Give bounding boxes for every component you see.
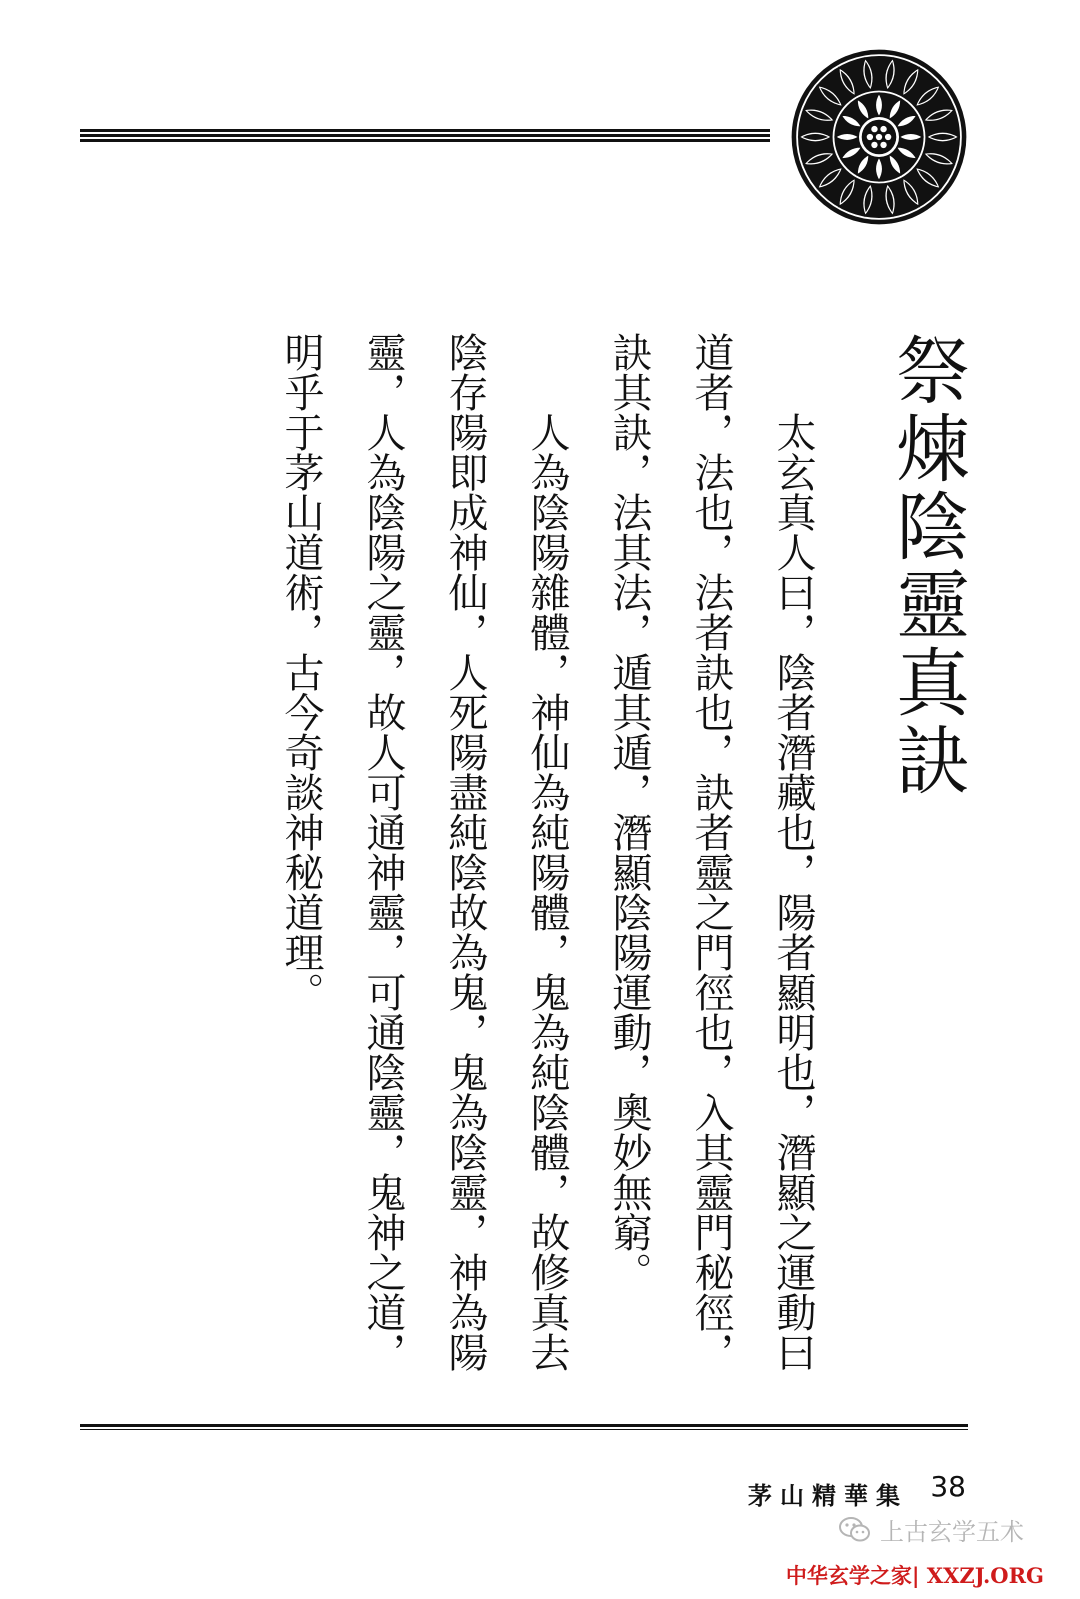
paragraph-1: 太玄真人曰，陰者潛藏也，陽者顯明也，潛顯之運動曰道者，法也，法者訣也，訣者靈之門徑也，入其靈門秘徑，訣其訣，法其法，遁其遁，潛顯陰陽運動，奧妙無窮。 xyxy=(606,332,816,1372)
rosette-petal xyxy=(932,135,954,140)
article-body xyxy=(260,332,972,1392)
page-number: 38 xyxy=(930,1470,966,1503)
rosette-seed xyxy=(871,126,877,132)
rosette-seed xyxy=(885,134,891,140)
rosette-petal xyxy=(835,133,859,140)
rosette-seed xyxy=(880,142,886,148)
rosette-seed xyxy=(867,134,873,140)
rosette-seed xyxy=(880,126,886,132)
paragraph-2: 人為陰陽雜體，神仙為純陽體，鬼為純陰體，故修真去陰存陽即成神仙，人死陽盡純陰故為鬼，鬼為陰靈，神為陽靈，人為陰陽之靈，故人可通神靈，可通陰靈，鬼神之道，明乎于茅山道術，古今奇談神秘道理。 xyxy=(278,332,570,1372)
rosette-seed xyxy=(876,134,882,140)
rosette-petal xyxy=(899,133,923,140)
header-double-rule xyxy=(80,129,770,143)
footer-double-rule xyxy=(80,1424,968,1432)
article-title: 祭煉陰靈真訣 xyxy=(884,332,970,800)
wechat-account-label: 上古玄学五术 xyxy=(880,1518,1024,1546)
wechat-watermark xyxy=(838,1512,1024,1547)
wechat-icon xyxy=(838,1516,872,1544)
site-watermark: 中华玄学之家| XXZJ.ORG xyxy=(785,1563,1044,1588)
rosette-petal xyxy=(875,93,882,117)
rosette-seed xyxy=(871,142,877,148)
lotus-rosette-icon xyxy=(788,46,970,228)
rosette-petal xyxy=(875,157,882,181)
rosette-petal xyxy=(804,135,826,140)
book-title: 茅山精華集 xyxy=(748,1481,908,1510)
